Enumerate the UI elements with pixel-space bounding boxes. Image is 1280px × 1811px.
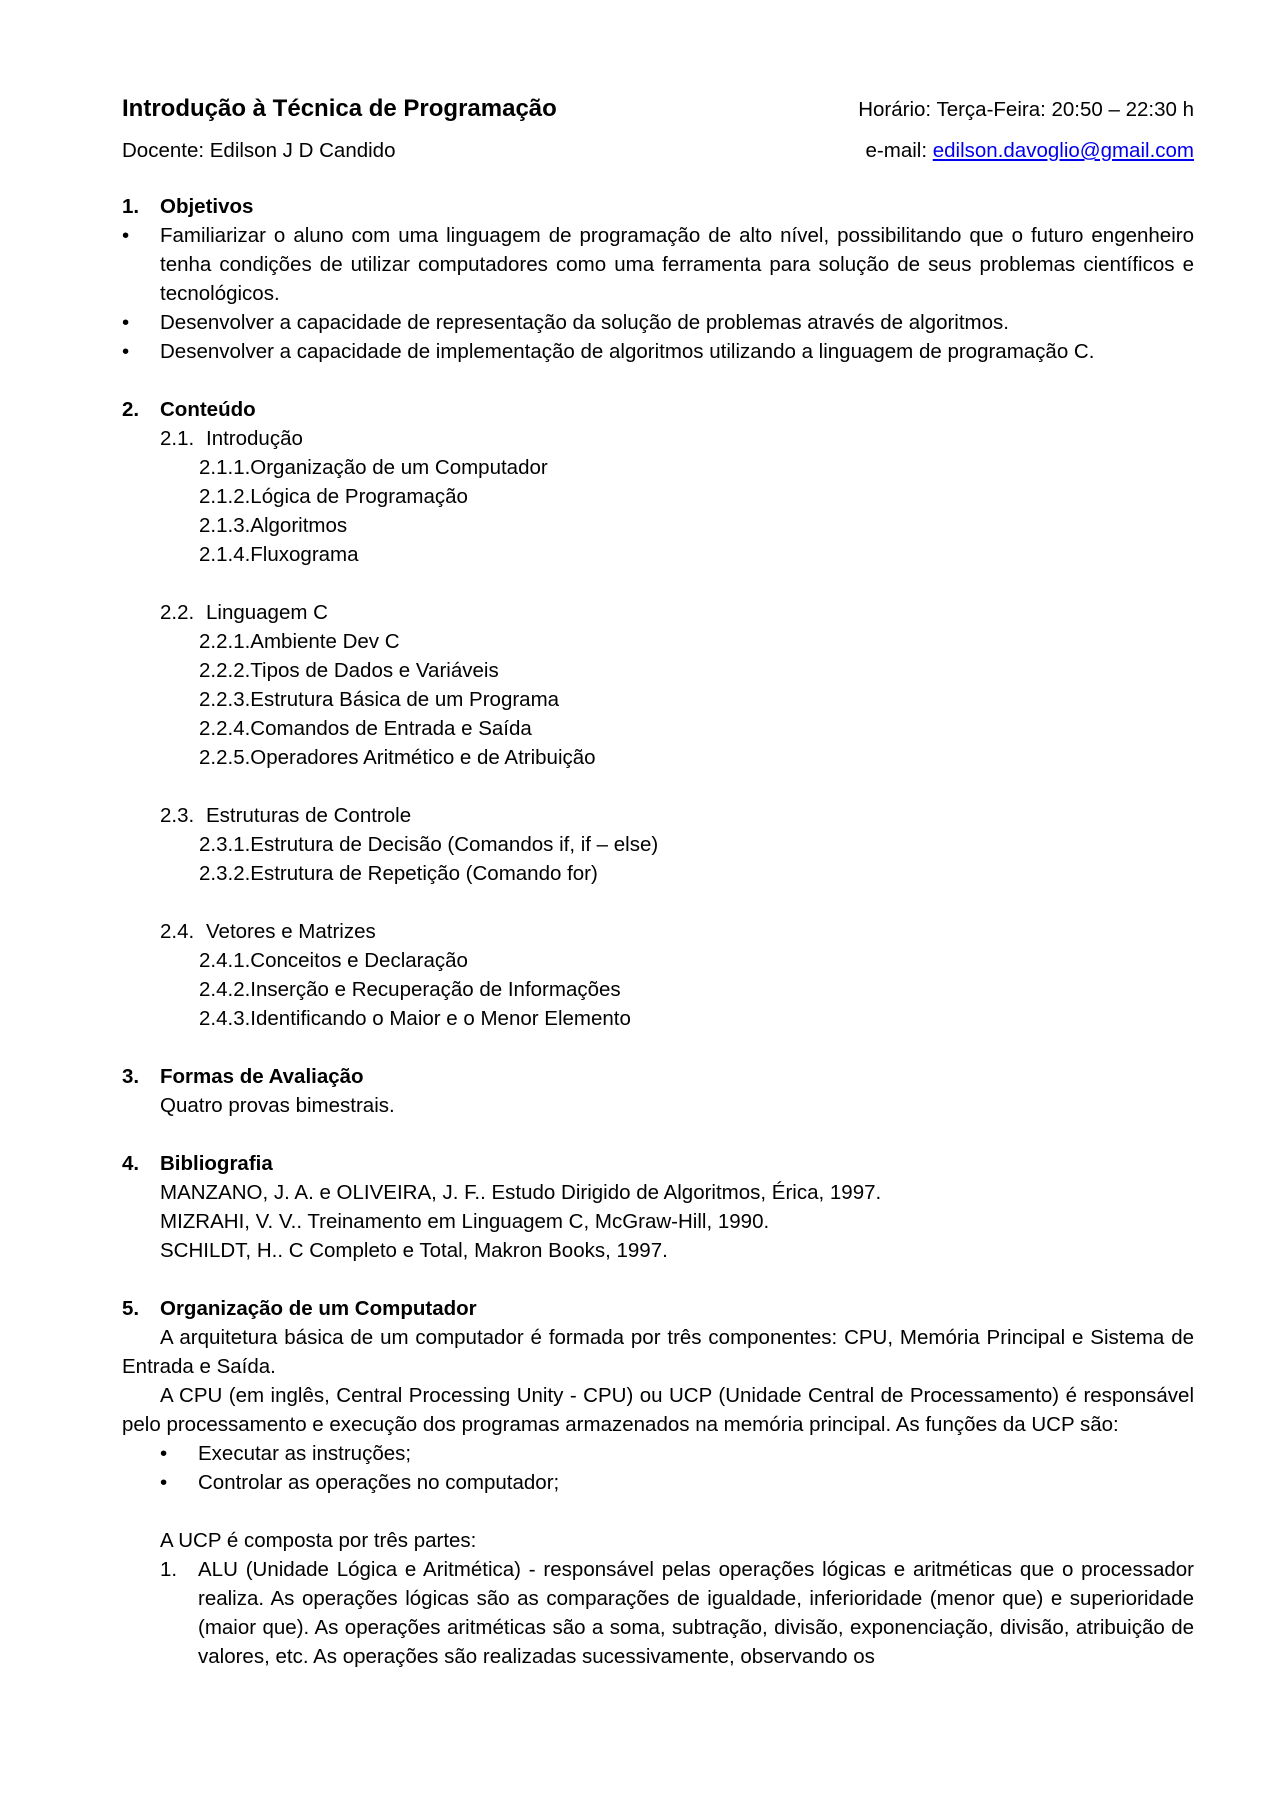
section-number: 4. (122, 1152, 140, 1175)
ucp-functions-list (122, 1439, 1194, 1497)
subsection-title (122, 917, 1194, 946)
section-title-avaliacao (122, 1062, 1194, 1091)
section-number: 3. (122, 1065, 140, 1088)
email-line (866, 136, 1194, 165)
ucp-parts-list (122, 1555, 1194, 1671)
subsection-title (122, 424, 1194, 453)
avaliacao-text: Quatro provas bimestrais. (160, 1094, 395, 1117)
section-title-bibliografia (122, 1149, 1194, 1178)
subsubsection-item: 2.2.2.Tipos de Dados e Variáveis (199, 659, 499, 682)
section-number: 2. (122, 398, 140, 421)
spacer (122, 772, 1194, 801)
bullet-icon: • (160, 1471, 168, 1494)
spacer (122, 366, 1194, 395)
subsubsection-item: 2.3.2.Estrutura de Repetição (Comando for) (199, 862, 598, 885)
subsection-heading: Linguagem C (206, 601, 328, 624)
spacer (122, 1497, 1194, 1526)
section-heading: Conteúdo (160, 398, 256, 421)
subsubsection-item: 2.1.1.Organização de um Computador (199, 456, 548, 479)
bullet-icon: • (122, 224, 130, 247)
spacer (122, 1120, 1194, 1149)
section-heading: Organização de um Computador (160, 1297, 477, 1320)
objetivos-list (122, 221, 1194, 366)
spacer (122, 1033, 1194, 1062)
bibliography-entry: MIZRAHI, V. V.. Treinamento em Linguagem C, McGraw-Hill, 1990. (160, 1210, 770, 1233)
subsubsection-item: 2.4.3.Identificando o Maior e o Menor Elemento (199, 1007, 631, 1030)
subsubsection-item: 2.4.2.Inserção e Recuperação de Informações (199, 978, 621, 1001)
list-item-text: Desenvolver a capacidade de representação da solução de problemas através de algoritmos. (160, 311, 1009, 334)
subsubsection-item: 2.2.3.Estrutura Básica de um Programa (199, 688, 560, 711)
subsection-number: 2.3. (160, 804, 195, 827)
list-item (122, 1468, 1194, 1497)
section-title-conteudo (122, 395, 1194, 424)
spacer (122, 1265, 1194, 1294)
subsubsection-item: 2.1.2.Lógica de Programação (199, 485, 468, 508)
section-title-objetivos (122, 192, 1194, 221)
subsubsection-item: 2.1.3.Algoritmos (199, 514, 348, 537)
bullet-icon: • (122, 340, 130, 363)
spacer (122, 178, 1194, 192)
section-heading: Bibliografia (160, 1152, 273, 1175)
list-item (122, 1439, 1194, 1468)
bullet-icon: • (160, 1442, 168, 1465)
list-item-text: Familiarizar o aluno com uma linguagem de programação de alto nível, possibilitando que o futuro engenheiro tenha condições de utilizar computadores como uma ferramenta para solução de seus problemas científicos e tecnológicos. (160, 224, 1194, 305)
document-page (122, 90, 1194, 1671)
list-item (122, 221, 1194, 308)
subsubsection-item: 2.2.5.Operadores Aritmético e de Atribuição (199, 746, 596, 769)
paragraph: A UCP é composta por três partes: (160, 1529, 477, 1552)
section-number: 1. (122, 195, 140, 218)
header-row-2 (122, 134, 1194, 178)
section-title-organizacao (122, 1294, 1194, 1323)
subsubsection-item: 2.1.4.Fluxograma (199, 543, 359, 566)
list-item-number: 1. (160, 1558, 178, 1581)
schedule-text: Horário: Terça-Feira: 20:50 – 22:30 h (858, 98, 1194, 121)
spacer (122, 888, 1194, 917)
spacer (122, 569, 1194, 598)
subsubsection-item: 2.2.4.Comandos de Entrada e Saída (199, 717, 532, 740)
list-item (122, 1555, 1194, 1671)
bullet-icon: • (122, 311, 130, 334)
subsection-heading: Estruturas de Controle (206, 804, 412, 827)
subsubsection-item: 2.4.1.Conceitos e Declaração (199, 949, 468, 972)
paragraph: A CPU (em inglês, Central Processing Unity - CPU) ou UCP (Unidade Central de Processamento) é responsável pelo processamento e execução dos programas armazenados na memória principal. As funções da UCP são: (122, 1384, 1194, 1436)
document-title: Introdução à Técnica de Programação (122, 95, 557, 122)
teacher-name: Docente: Edilson J D Candido (122, 139, 396, 162)
subsection-title (122, 598, 1194, 627)
list-item-text: Executar as instruções; (198, 1442, 412, 1465)
paragraph: A arquitetura básica de um computador é formada por três componentes: CPU, Memória Principal e Sistema de Entrada e Saída. (122, 1326, 1194, 1378)
list-item (122, 337, 1194, 366)
subsubsection-item: 2.2.1.Ambiente Dev C (199, 630, 400, 653)
section-heading: Objetivos (160, 195, 254, 218)
subsubsection-item: 2.3.1.Estrutura de Decisão (Comandos if, if – else) (199, 833, 659, 856)
bibliography-entry: MANZANO, J. A. e OLIVEIRA, J. F.. Estudo Dirigido de Algoritmos, Érica, 1997. (160, 1181, 882, 1204)
bibliography-entry: SCHILDT, H.. C Completo e Total, Makron Books, 1997. (160, 1239, 668, 1262)
subsection-heading: Vetores e Matrizes (206, 920, 376, 943)
subsection-number: 2.2. (160, 601, 195, 624)
subsection-heading: Introdução (206, 427, 303, 450)
email-link[interactable]: edilson.davoglio@gmail.com (932, 139, 1194, 162)
section-heading: Formas de Avaliação (160, 1065, 364, 1088)
subsection-number: 2.1. (160, 427, 195, 450)
section-number: 5. (122, 1297, 140, 1320)
header-row-1 (122, 90, 1194, 134)
list-item (122, 308, 1194, 337)
list-item-text: ALU (Unidade Lógica e Aritmética) - responsável pelas operações lógicas e aritméticas que o processador realiza. As operações lógicas são as comparações de igualdade, inferioridade (menor que) e superioridade (maior que). As operações aritméticas são a soma, subtração, divisão, exponenciação, divisão, atribuição de valores, etc. As operações são realizadas sucessivamente, observando os (198, 1558, 1194, 1668)
subsection-number: 2.4. (160, 920, 195, 943)
subsection-title (122, 801, 1194, 830)
list-item-text: Desenvolver a capacidade de implementação de algoritmos utilizando a linguagem de programação C. (160, 340, 1095, 363)
list-item-text: Controlar as operações no computador; (198, 1471, 560, 1494)
email-label: e-mail: (865, 139, 933, 162)
